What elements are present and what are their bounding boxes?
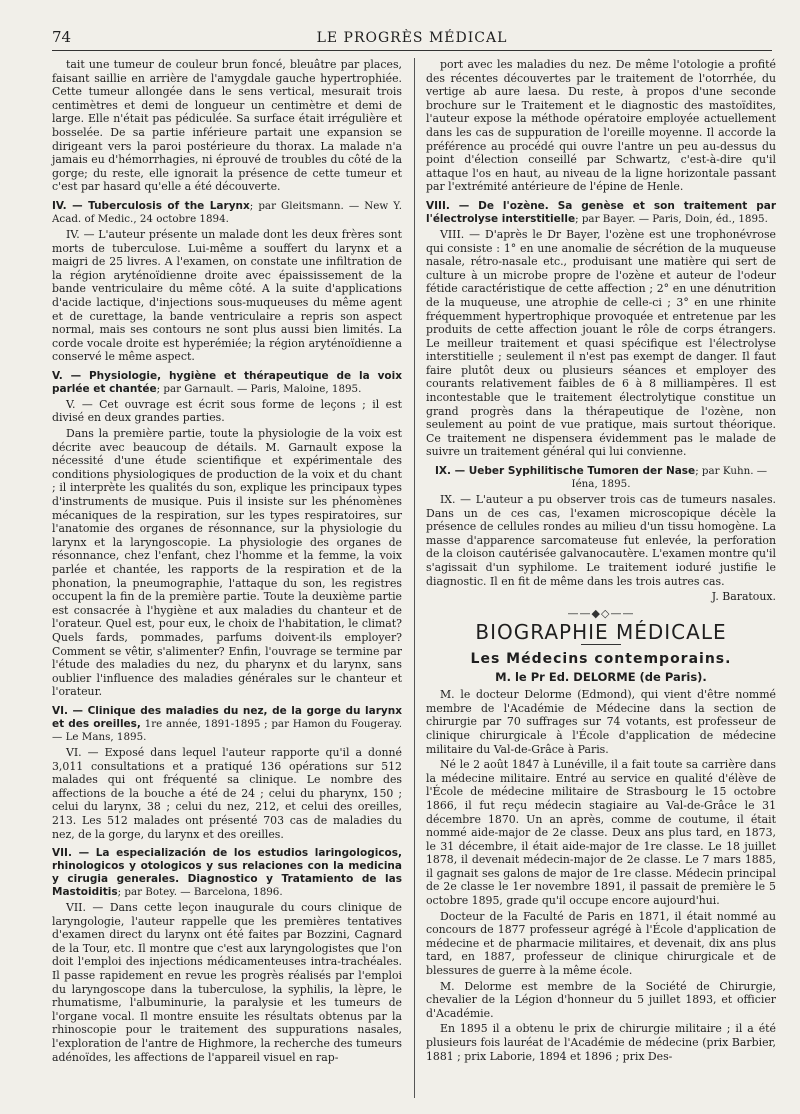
review-heading-ix: IX. — Ueber Syphilitische Tumoren der Nase; par Kuhn. — Iéna, 1895.: [434, 465, 768, 491]
paragraph: IV. — L'auteur présente un malade dont les deux frères sont morts de tuberculose. Lui-même a souffert du larynx et a maigri de 25 livres. A l'examen, on constate une infiltration de la région aryténoïdienne droite avec épaississement de la bande ventriculaire du même côté. A la suite d'applications d'acide lactique, d'injections sous-muqueuses du même agent et de curettage, la bande ventriculaire a repris son aspect normal, mais ses contours ne sont plus aussi bien limités. La corde vocale droite est hyperémiée; la région aryténoïdienne a conservé le même aspect.: [52, 227, 402, 364]
review-body-v: [52, 398, 402, 699]
paragraph: En 1895 il a obtenu le prix de chirurgie militaire ; il a été plusieurs fois lauréat de l'Académie de médecine (prix Barbier, 1881 ; prix Laborie, 1894 et 1896 ; prix Des-: [426, 1022, 776, 1063]
review-signature: J. Baratoux.: [711, 590, 776, 604]
review-body-viii: [426, 228, 776, 459]
continued-text: [426, 58, 776, 194]
running-title: LE PROGRÈS MÉDICAL: [316, 30, 508, 46]
review-body-vi: [52, 746, 402, 841]
paragraph: Dans la première partie, toute la physiologie de la voix est décrite avec beaucoup de détails. M. Garnault expose la nécessité d'une étude scientifique et expérimentale des conditions physiologiques de production de la voix et du chant ; il interprète les qualités du son, explique les principaux types d'instruments de musique. Puis il insiste sur les phénomènes mécaniques de la respiration, sur les types respiratoires, sur l'anatomie des organes de résonnance, sur la physiologie du larynx et la laryngoscopie. La physiologie des organes de résonnance, chez l'enfant, chez l'homme et la femme, la voix parlée et chantée, les rapports de la respiration et de la phonation, la pneumographie, l'attaque du son, les registres occupent la fin de la première partie. Toute la deuxième partie est consacrée à l'hygiène et aux maladies du chanteur et de l'orateur. Quel est, pour eux, le choix de l'habitation, le climat? Quels fards, pommades, parfums doivent-ils employer? Comment se vêtir, s'alimenter? Enfin, l'ouvrage se termine par l'étude des maladies du nez, du pharynx et du larynx, sans oublier l'influence des maladies générales sur le chanteur et l'orateur.: [52, 427, 402, 699]
section-ornament: ——◆◇——: [567, 606, 635, 620]
review-heading-vii: VII. — La especialización de los estudios laringologicos, rhinologicos y otologicos y sus relaciones con la medicina y cirugia generales. Diagnostico y Tratamiento de las Mastoiditis; par Botey. — Barcelona, 1896.: [52, 847, 402, 899]
biography-body: [426, 688, 776, 1063]
paragraph: Docteur de la Faculté de Paris en 1871, il était nommé au concours de 1877 professeur agrégé à l'École d'application de médecine et de pharmacie militaires, et devenait, dix ans plus tard, en 1887, professeur de clinique chirurgicale et de blessures de guerre à la même école.: [426, 909, 776, 978]
column-divider: [414, 58, 415, 1098]
page-number: 74: [52, 28, 72, 46]
review-heading-viii: VIII. — De l'ozène. Sa genèse et son traitement par l'électrolyse interstitielle; par Bayer. — Paris, Doin, éd., 1895.: [426, 199, 776, 225]
review-body-iv: [52, 228, 402, 364]
paragraph: VI. — Exposé dans lequel l'auteur rapporte qu'il a donné 3,011 consultations et a pratiqué 136 opérations sur 512 malades qui ont fréquenté sa clinique. Le nombre des affections de la bouche a été de 24 ; celui du pharynx, 150 ; celui du larynx, 38 ; celui du nez, 212, et celui des oreilles, 213. Les 512 malades ont présenté 703 cas de maladies du nez, de la gorge, du larynx et des oreilles.: [52, 745, 402, 841]
section-title: BIOGRAPHIE MÉDICALE: [475, 620, 727, 645]
paragraph: tait une tumeur de couleur brun foncé, bleuâtre par places, faisant saillie en arrière de l'amygdale gauche hypertrophiée. Cette tumeur allongée dans le sens vertical, mesurait trois centimètres et demi de longueur un centimètre et demi de large. Elle n'était pas pédiculée. Sa surface était irrégulière et bosselée. De sa partie inférieure partait une expansion se dirigeant vers la paroi postérieure du thorax. La malade n'a jamais eu d'hémorrhagies, ni éprouvé de troubles du côté de la gorge; du reste, elle ignorait la présence de cette tumeur et c'est par hasard qu'elle a été découverte.: [52, 58, 402, 194]
paragraph: VIII. — D'après le Dr Bayer, l'ozène est une trophonévrose qui consiste : 1° en une anomalie de sécrétion de la muqueuse nasale, rétro-nasale etc., produisant une matière qui sert de culture à un microbe propre de l'ozène et auteur de l'odeur fétide caractéristique de cette affection ; 2° en une dénutrition de la muqueuse, une atrophie de celle-ci ; 3° en une rhinite fréquemment hypertrophique provoquée et entretenue par les produits de cette affection jouant le rôle de corps étrangers. Le meilleur traitement et quasi spécifique est l'électrolyse interstitielle ; seulement il n'est pas exempt de danger. Il faut faire plutôt deux ou plusieurs séances et employer des courants relativement faibles de 6 à 8 milliampères. Il est incontestable que le traitement électrolytique constitue un grand progrès dans la thérapeutique de l'ozène, non seulement au point de vue pratique, mais surtout théorique. Ce traitement ne dispensera évidemment pas le malade de suivre un traitement général qui lui convienne.: [426, 227, 776, 459]
review-body-vii: [52, 901, 402, 1064]
paragraph: VII. — Dans cette leçon inaugurale du cours clinique de laryngologie, l'auteur rappelle que les premières tentatives d'examen direct du larynx ont été faites par Bozzini, Cagnard de la Tour, etc. Il montre que c'est aux laryngologistes que l'on doit l'emploi des injections médicamenteuses intra-trachéales. Il passe rapidement en revue les progrès réalisés par l'emploi du laryngoscope dans la tuberculose, la syphilis, la lèpre, le rhumatisme, l'albuminurie, la paralysie et les tumeurs de l'organe vocal. Il montre ensuite les résultats obtenus par la rhinoscopie pour le traitement des suppurations nasales, l'exploration de l'antre de Highmore, la recherche des tumeurs adénoïdes, les affections de l'appareil visuel en rap-: [52, 901, 402, 1064]
review-heading-vi: VI. — Clinique des maladies du nez, de la gorge du larynx et des oreilles, 1re année, 1891-1895 ; par Hamon du Fougeray. — Le Mans, 1895.: [52, 704, 402, 743]
page-header: [52, 24, 772, 51]
section-subtitle: Les Médecins contemporains.: [470, 650, 732, 667]
left-column: [52, 58, 402, 1066]
paragraph: M. le docteur Delorme (Edmond), qui vient d'être nommé membre de l'Académie de Médecine dans la section de chirurgie par 70 suffrages sur 74 votants, est professeur de clinique chirurgicale à l'École d'application de médecine militaire du Val-de-Grâce à Paris.: [426, 688, 776, 756]
title-rule: [581, 644, 621, 645]
paragraph: IX. — L'auteur a pu observer trois cas de tumeurs nasales. Dans un de ces cas, l'examen microscopique décèle la présence de cellules rondes au milieu d'un tissu homogène. La masse d'apparence sarcomateuse fut enlevée, la perforation de la cloison cautérisée galvanocautère. L'examen montre qu'il s'agissait d'un syphilome. Le traitement ioduré justifie le diagnostic. Il en fit de même dans les trois autres cas.: [426, 493, 776, 588]
intro-text: [52, 58, 402, 194]
paragraph: V. — Cet ouvrage est écrit sous forme de leçons ; il est divisé en deux grandes parties.: [52, 397, 402, 425]
review-heading-v: V. — Physiologie, hygiène et thérapeutique de la voix parlée et chantée; par Garnault. — Paris, Maloine, 1895.: [52, 369, 402, 395]
paragraph: Né le 2 août 1847 à Lunéville, il a fait toute sa carrière dans la médecine militaire. Entré au service en qualité d'élève de l'École de médecine militaire de Strasbourg le 15 octobre 1866, il fut reçu médecin stagiaire au Val-de-Grâce le 31 décembre 1870. Un an après, comme de coutume, il était nommé aide-major de 2e classe. Deux ans plus tard, en 1873, le 31 décembre, il était aide-major de 1re classe. Le 18 juillet 1878, il devenait médecin-major de 2e classe. Le 7 mars 1885, il gagnait ses galons de major de 1re classe. Médecin principal de 2e classe le 1er novembre 1891, il passait de première le 5 octobre 1895, grade qu'il occupe encore aujourd'hui.: [426, 758, 776, 908]
biography-name: M. le Pr Ed. DELORME (de Paris).: [495, 669, 707, 684]
paragraph: M. Delorme est membre de la Société de Chirurgie, chevalier de la Légion d'honneur du 5 juillet 1893, et officier d'Académie.: [426, 979, 776, 1020]
paragraph: port avec les maladies du nez. De même l'otologie a profité des récentes découvertes par le traitement de l'otorrhée, du vertige ab aure laesa. Du reste, à propos d'une seconde brochure sur le Traitement et le diagnostic des mastoïdites, l'auteur expose la méthode opératoire employée actuellement dans les cas de suppuration de l'oreille moyenne. Il accorde la préférence au procédé qui ouvre l'antre un peu au-dessus du point d'élection conseillé par Schwartz, c'est-à-dire qu'il attaque l'os en haut, au niveau de la ligne horizontale passant par l'extrémité antérieure de l'épine de Henle.: [426, 58, 776, 194]
right-column: [426, 58, 776, 1065]
review-body-ix: [426, 493, 776, 588]
review-heading-iv: IV. — Tuberculosis of the Larynx; par Gleitsmann. — New Y. Acad. of Medic., 24 octobre 1894.: [52, 199, 402, 225]
